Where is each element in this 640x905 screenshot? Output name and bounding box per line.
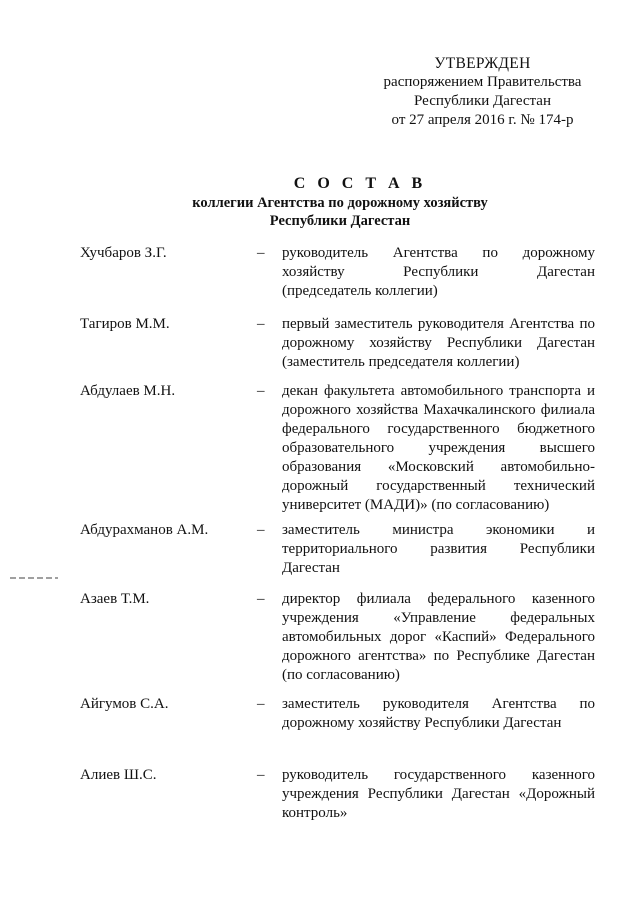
- approval-line: распоряжением Правительства: [383, 74, 582, 90]
- description-line: руководитель Агентства по дорожному: [282, 245, 595, 261]
- description-line: автомобильных дорог «Каспий» Федерального: [282, 629, 595, 645]
- member-name: Тагиров М.М.: [80, 316, 170, 332]
- description-line: директор филиала федерального казенного: [282, 591, 595, 607]
- description-line: заместитель руководителя Агентства по: [282, 696, 595, 712]
- member-name: Азаев Т.М.: [80, 591, 150, 607]
- member-dash: –: [257, 522, 265, 538]
- description-line: заместитель министра экономики и: [282, 522, 595, 538]
- approval-date-line: от 27 апреля 2016 г. № 174-р: [391, 112, 574, 128]
- description-line: учреждения «Управление федеральных: [282, 610, 595, 626]
- description-line: федерального государственного бюджетного: [282, 421, 595, 437]
- member-description: [282, 590, 595, 685]
- description-line: образования «Московский автомобильно-: [282, 459, 595, 475]
- document-title-block: [0, 174, 640, 230]
- description-line: первый заместитель руководителя Агентства по: [282, 316, 595, 332]
- description-line: декан факультета автомобильного транспорта и: [282, 383, 595, 399]
- approval-heading: УТВЕРЖДЕН: [434, 55, 531, 72]
- member-name: Хучбаров З.Г.: [80, 245, 167, 261]
- document-title: С О С Т А В: [293, 175, 427, 192]
- description-line: территориального развития Республики: [282, 541, 595, 557]
- document-subtitle: коллегии Агентства по дорожному хозяйству: [192, 195, 488, 211]
- document-subtitle: Республики Дагестан: [269, 213, 411, 229]
- description-line: дорожному хозяйству Республики Дагестан: [282, 715, 562, 731]
- member-description: [282, 521, 595, 578]
- approval-stamp: [370, 54, 595, 130]
- description-line: контроль»: [282, 805, 348, 821]
- description-line: учреждения Республики Дагестан «Дорожный: [282, 786, 595, 802]
- description-line: руководитель государственного казенного: [282, 767, 595, 783]
- member-name: Алиев Ш.С.: [80, 767, 157, 783]
- scan-artifact: [10, 577, 58, 579]
- description-line: хозяйству Республики Дагестан: [282, 264, 595, 280]
- description-line: дорожному хозяйству Республики Дагестан: [282, 335, 595, 351]
- member-dash: –: [257, 316, 265, 332]
- member-dash: –: [257, 767, 265, 783]
- member-description: [282, 244, 595, 301]
- member-dash: –: [257, 383, 265, 399]
- member-name: Абдурахманов А.М.: [80, 522, 209, 538]
- description-line: университет (МАДИ)» (по согласованию): [282, 497, 550, 513]
- member-dash: –: [257, 591, 265, 607]
- member-name: Айгумов С.А.: [80, 696, 169, 712]
- description-line: дорожного агентства» по Республике Дагестан: [282, 648, 595, 664]
- approval-line: Республики Дагестан: [414, 93, 551, 109]
- member-dash: –: [257, 696, 265, 712]
- description-line: образовательного учреждения высшего: [282, 440, 595, 456]
- description-line: (заместитель председателя коллегии): [282, 354, 520, 370]
- description-line: дорожный государственный технический: [282, 478, 595, 494]
- description-line: дорожного хозяйства Махачкалинского филиала: [282, 402, 595, 418]
- member-description: [282, 766, 595, 823]
- member-name: Абдулаев М.Н.: [80, 383, 176, 399]
- member-description: [282, 695, 595, 733]
- description-line: (по согласованию): [282, 667, 400, 683]
- description-line: (председатель коллегии): [282, 283, 438, 299]
- member-description: [282, 382, 595, 515]
- member-dash: –: [257, 245, 265, 261]
- description-line: Дагестан: [282, 560, 340, 576]
- member-description: [282, 315, 595, 372]
